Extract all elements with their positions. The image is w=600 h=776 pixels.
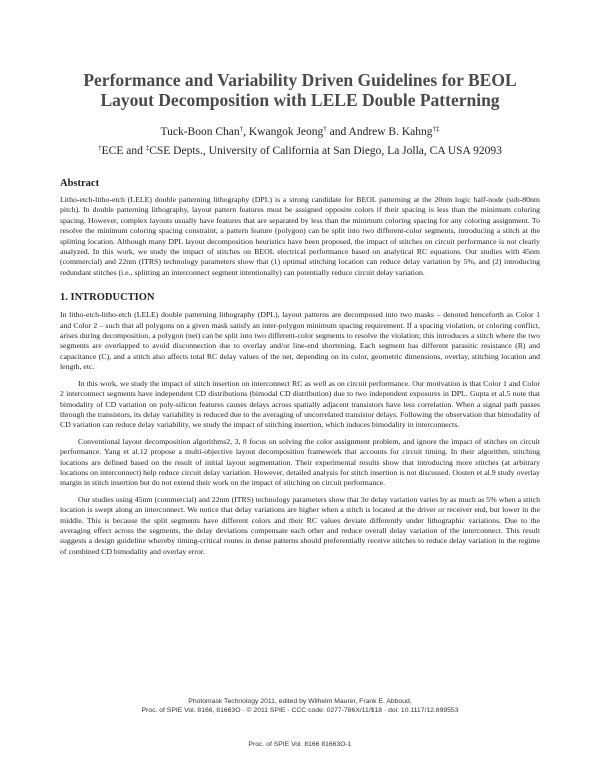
author-name: Tuck-Boon Chan xyxy=(160,126,240,138)
title-line-2: Layout Decomposition with LELE Double Patterning xyxy=(100,90,500,110)
author-separator: , xyxy=(243,126,249,138)
publication-footer xyxy=(0,697,600,715)
page-footer: Proc. of SPIE Vol. 8166 81663O-1 xyxy=(248,741,352,748)
affiliation-mark: ‡ xyxy=(145,144,150,152)
intro-paragraph-1: In litho-etch-litho-etch (LELE) double patterning lithography (DPL), layout patterns are decomposed into two masks – denoted henceforth as Color 1 and Color 2 – such that all polygons on a given mask satisfy an inter-polygon minimum spacing requirement. If a spacing violation, or coloring conflict, arises during decomposition, a polygon (net) can be split into two different-color segments to resolve the violation; this introduces a stitch where the two segments are overlapped to avoid disconnection due to overlay and/or line-end shortening. Each segment has different parasitic resistance (R) and capacitance (C), and a stitch also affects total RC delay values of the net, depending on its color, geometric dimensions, overlay, stitching location and length, etc. xyxy=(60,310,540,372)
affiliation-text: ECE and xyxy=(101,145,146,157)
affiliation-mark: †‡ xyxy=(432,125,440,133)
abstract-heading: Abstract xyxy=(60,178,100,189)
footer-line-2: Proc. of SPIE Vol. 8166, 81663O · © 2011 SPIE · CCC code: 0277-786X/11/$18 · doi: 10.1117/12.899553 xyxy=(141,707,459,714)
affiliation-mark: † xyxy=(98,144,102,152)
author-name: Andrew B. Kahng xyxy=(348,126,433,138)
affiliation xyxy=(60,144,540,158)
introduction-heading: 1. INTRODUCTION xyxy=(60,292,155,304)
paper-title xyxy=(60,0,540,110)
author-list xyxy=(60,125,540,139)
footer-line-1: Photomask Technology 2011, edited by Wilhelm Maurer, Frank E. Abboud, xyxy=(188,698,412,705)
title-line-1: Performance and Variability Driven Guidelines for BEOL xyxy=(83,70,517,90)
author-name: Kwangok Jeong xyxy=(248,126,324,138)
abstract-text: Litho-etch-litho-etch (LELE) double patterning lithography (DPL) is a strong candidate for BEOL patterning at the 20nm logic half-node (sub-80nm pitch). In double patterning lithography, layout pattern features must be assigned opposite colors if their spacing is less than the minimum coloring spacing. However, complex layouts usually have features that are separated by less than the minimum coloring spacing for any coloring assignment. To resolve the minimum coloring spacing constraint, a pattern feature (polygon) can be split into two different-color segments, introducing a stitch at the splitting location. Although many DPL layout decomposition heuristics have been proposed, the impact of stitches on circuit performance is not clearly analyzed. In this work, we study the impact of stitches on BEOL electrical performance based on analytical RC equations. Our studies with 45nm (commercial) and 22nm (ITRS) technology parameters show that (1) optimal stitching location can reduce delay variation by 5%, and (2) introducing redundant stitches (i.e., splitting an interconnect segment intentionally) can potentially reduce circuit delay variation. xyxy=(60,195,540,277)
affiliation-text: CSE Depts., University of California at San Diego, La Jolla, CA USA 92093 xyxy=(149,145,502,157)
intro-paragraph-4: Our studies using 45nm (commercial) and 22nm (ITRS) technology parameters show that 3σ delay variation varies by as much as 5% when a stitch location is swept along an interconnect. We notice that delay variations are higher when a stitch is located at the driver or receiver end, but lower in the middle. This is because the split segments have different colors and their RC values deviate differently under lithographic variations. Due to the averaging effect across the segments, the delay deviations compensate each other and reduce overall delay variation of the interconnect. This result suggests a design guideline whereby timing-critical routes in dense patterns should preferentially receive stitches to reduce delay variation in the regime of combined CD bimodality and overlay error. xyxy=(60,494,540,556)
intro-paragraph-3: Conventional layout decomposition algorithms2, 3, 8 focus on solving the color assignment problem, and ignore the impact of stitches on circuit performance. Yang et al.12 propose a multi-objective layout decomposition framework that accounts for circuit timing. In their algorithm, stitching locations are defined based on the result of initial layout segmentation. Their experimental results show that introducing more stitches (at arbitrary locations on interconnect) help reduce circuit delay variation. However, detailed analysis for stitch insertion is not discussed. Oosten et al.9 study overlay margin in stitch insertion but do not extend their work on the impact of stitching on circuit performance. xyxy=(60,436,540,488)
affiliation-mark: † xyxy=(323,125,327,133)
affiliation-mark: † xyxy=(239,125,244,133)
intro-paragraph-2: In this work, we study the impact of stitch insertion on interconnect RC as well as on circuit performance. Our motivation is that Color 1 and Color 2 interconnect segments have independent CD distributions (bimodal CD distribution) due to two independent exposures in DPL. Gupta et al.5 note that bimodality of CD variation on poly-silicon features causes delays across spatially adjacent transistors have less correlation. When a signal path passes through the transistors, its delay variability is reduced due to the averaging of uncorrelated transistor delays. Following the observation that bimodality of CD variation can reduce delay variability, we study the impact of stitching insertion, which induces bimodality in interconnects. xyxy=(60,378,540,430)
author-separator: and xyxy=(326,126,349,138)
